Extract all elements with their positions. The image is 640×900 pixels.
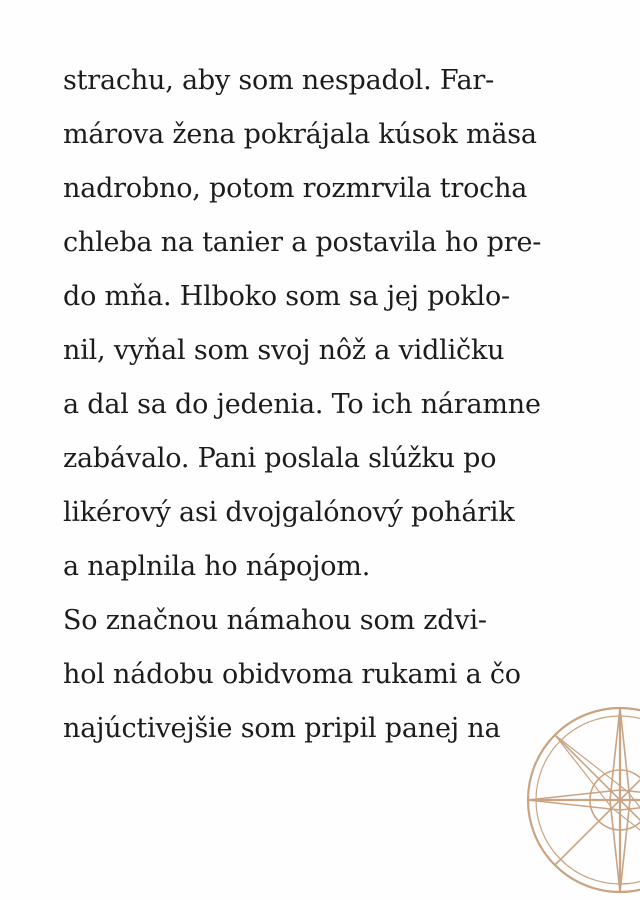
- text-line: a naplnila ho nápojom.: [63, 551, 371, 582]
- text-line: a dal sa do jedenia. To ich náramne: [63, 389, 541, 420]
- text-line: márova žena pokrájala kúsok mäsa: [63, 119, 537, 150]
- text-line: zabávalo. Pani poslala slúžku po: [63, 443, 497, 474]
- text-line: hol nádobu obidvoma rukami a čo: [63, 659, 521, 690]
- text-line: So značnou námahou som zdvi-: [63, 605, 487, 636]
- text-line: chleba na tanier a postavila ho pre-: [63, 227, 542, 258]
- text-line: strachu, aby som nespadol. Far-: [63, 65, 495, 96]
- text-line: likérový asi dvojgalónový pohárik: [63, 497, 515, 528]
- text-line: do mňa. Hlboko som sa jej poklo-: [63, 281, 510, 312]
- text-line: nadrobno, potom rozmrvila trocha: [63, 173, 528, 204]
- compass-rose-icon: [520, 700, 640, 900]
- text-line: najúctivejšie som pripil panej na: [63, 713, 501, 744]
- text-line: nil, vyňal som svoj nôž a vidličku: [63, 335, 505, 366]
